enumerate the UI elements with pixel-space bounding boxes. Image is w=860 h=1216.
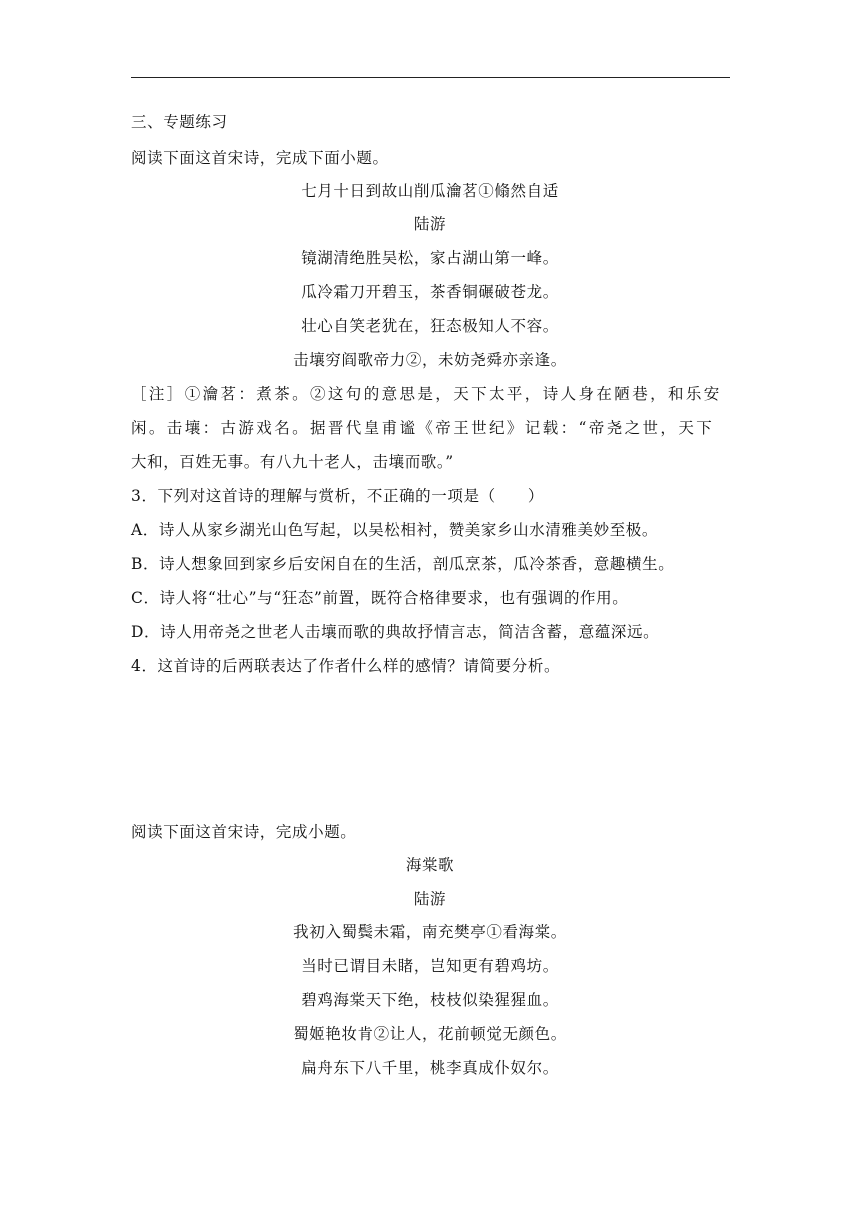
poem1-line: 瓜冷霜刀开碧玉，茶香铜碾破苍龙。 [301,283,559,301]
poem2-author: 陆游 [413,890,447,908]
poem1-author: 陆游 [413,215,447,233]
poem1-line: 击壤穷阎歌帝力②，未妨尧舜亦亲逢。 [293,351,567,369]
poem1-line: 壮心自笑老犹在，狂态极知人不容。 [301,317,559,335]
header-rule [131,77,730,78]
option-a: A．诗人从家乡湖光山色写起，以吴松相衬，赞美家乡山水清雅美妙至极。 [131,521,658,539]
poem2-line: 蜀姬艳妆肯②让人，花前顿觉无颜色。 [293,1025,567,1043]
option-b: B．诗人想象回到家乡后安闲自在的生活，剖瓜烹茶，瓜冷茶香，意趣横生。 [131,555,675,573]
poem1-note-line: ［注］①瀹茗：煮茶。②这句的意思是，天下太平，诗人身在陋巷，和乐安 [131,385,722,403]
poem1-note-line: 闲。击壤：古游戏名。据晋代皇甫谧《帝王世纪》记载：“帝尧之世，天下 [131,419,715,437]
passage2-instruction: 阅读下面这首宋诗，完成小题。 [131,823,357,841]
question-3: 3．下列对这首诗的理解与赏析，不正确的一项是（ ） [131,487,544,505]
poem2-line: 我初入蜀鬓未霜，南充樊亭①看海棠。 [293,923,567,941]
option-c: C．诗人将“壮心”与“狂态”前置，既符合格律要求，也有强调的作用。 [131,589,629,607]
poem1-title: 七月十日到故山削瓜瀹茗①翛然自适 [301,182,559,200]
section-title: 三、专题练习 [131,113,228,131]
question-4: 4．这首诗的后两联表达了作者什么样的感情？请简要分析。 [131,657,561,675]
poem1-note-line: 大和，百姓无事。有八九十老人，击壤而歌。” [131,453,454,471]
poem2-line: 当时已谓目未睹，岂知更有碧鸡坊。 [301,957,559,975]
poem1-line: 镜湖清绝胜吴松，家占湖山第一峰。 [301,249,559,267]
poem2-title: 海棠歌 [405,856,455,874]
option-d: D．诗人用帝尧之世老人击壤而歌的典故抒情言志，简洁含蓄，意蕴深远。 [131,623,660,641]
poem2-line: 扁舟东下八千里，桃李真成仆奴尔。 [301,1059,559,1077]
poem2-line: 碧鸡海棠天下绝，枝枝似染猩猩血。 [301,991,559,1009]
passage1-instruction: 阅读下面这首宋诗，完成下面小题。 [131,149,389,167]
